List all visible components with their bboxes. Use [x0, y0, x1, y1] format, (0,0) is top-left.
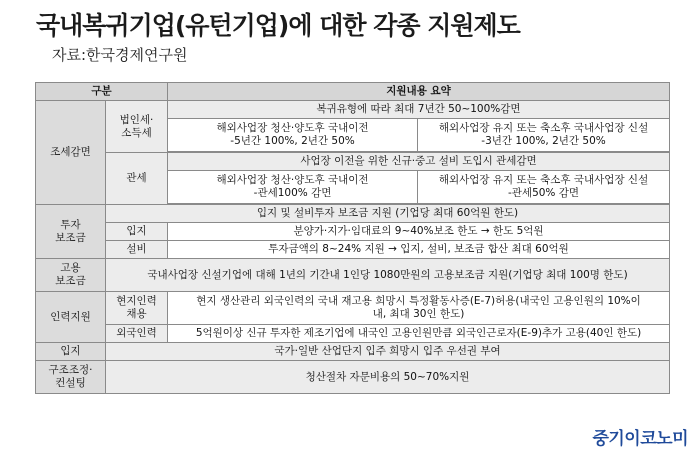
- site-support-text: 분양가·지가·임대료의 9~40%보조 한도 → 한도 5억원: [168, 223, 670, 241]
- row-label-employment: 고용 보조금: [36, 259, 106, 292]
- customs-left: 해외사업장 청산·양도후 국내이전 -관세100% 감면: [168, 171, 418, 204]
- table-row: [36, 101, 670, 119]
- row-label-tax: 조세감면: [36, 101, 106, 205]
- publisher-logo: 중기이코노미: [592, 429, 688, 449]
- row-label-manpower: 인력지원: [36, 292, 106, 343]
- row-label-location: 입지: [36, 343, 106, 361]
- sub-label-local-hire: 현지인력 채용: [106, 292, 168, 325]
- sub-label-customs: 관세: [106, 153, 168, 205]
- equipment-support-text: 투자금액의 8~24% 지원 → 입지, 설비, 보조금 합산 최대 60억원: [168, 241, 670, 259]
- sub-label-income-tax: 법인세· 소득세: [106, 101, 168, 153]
- sub-label-site: 입지: [106, 223, 168, 241]
- table-row: [36, 325, 670, 343]
- income-tax-summary: 복귀유형에 따라 최대 7년간 50~100%감면: [168, 101, 670, 119]
- header-summary: 지원내용 요약: [168, 83, 670, 101]
- foreign-worker-text: 5억원이상 신규 투자한 제조기업에 내국인 고용인원만큼 외국인근로자(E-9)추가 고용(40인 한도): [168, 325, 670, 343]
- table-row: [36, 153, 670, 171]
- income-tax-left: 해외사업장 청산·양도후 국내이전 -5년간 100%, 2년간 50%: [168, 119, 418, 152]
- table-row: [36, 343, 670, 361]
- table-row: [36, 259, 670, 292]
- table-row: [36, 361, 670, 394]
- employment-text: 국내사업장 신설기업에 대해 1년의 기간내 1인당 1080만원의 고용보조금 지원(기업당 최대 100명 한도): [106, 259, 670, 292]
- investment-summary: 입지 및 설비투자 보조금 지원 (기업당 최대 60억원 한도): [106, 205, 670, 223]
- income-tax-right: 해외사업장 유지 또는 축소후 국내사업장 신설 -3년간 100%, 2년간 50%: [418, 119, 670, 152]
- restructure-text: 청산절차 자문비용의 50~70%지원: [106, 361, 670, 394]
- support-table: [35, 82, 670, 394]
- row-label-restructure: 구조조정· 컨설팅: [36, 361, 106, 394]
- row-label-investment: 투자 보조금: [36, 205, 106, 259]
- table-row: [36, 241, 670, 259]
- sub-label-foreign-worker: 외국인력: [106, 325, 168, 343]
- customs-summary: 사업장 이전을 위한 신규·중고 설비 도입시 관세감면: [168, 153, 670, 171]
- page-title: 국내복귀기업(유턴기업)에 대한 각종 지원제도: [36, 11, 520, 40]
- customs-right: 해외사업장 유지 또는 축소후 국내사업장 신설 -관세50% 감면: [418, 171, 670, 204]
- table-row: [36, 292, 670, 325]
- table-row: [36, 223, 670, 241]
- table-row: [36, 205, 670, 223]
- location-text: 국가·일반 산업단지 입주 희망시 입주 우선권 부여: [106, 343, 670, 361]
- table-header-row: [36, 83, 670, 101]
- local-hire-text: 현지 생산관리 외국인력의 국내 재고용 희망시 특정활동사증(E-7)허용(내국인 고용인원의 10%이 내, 최대 30인 한도): [168, 292, 670, 325]
- source-note: 자료:한국경제연구원: [52, 46, 188, 64]
- sub-label-equipment: 설비: [106, 241, 168, 259]
- header-category: 구분: [36, 83, 168, 101]
